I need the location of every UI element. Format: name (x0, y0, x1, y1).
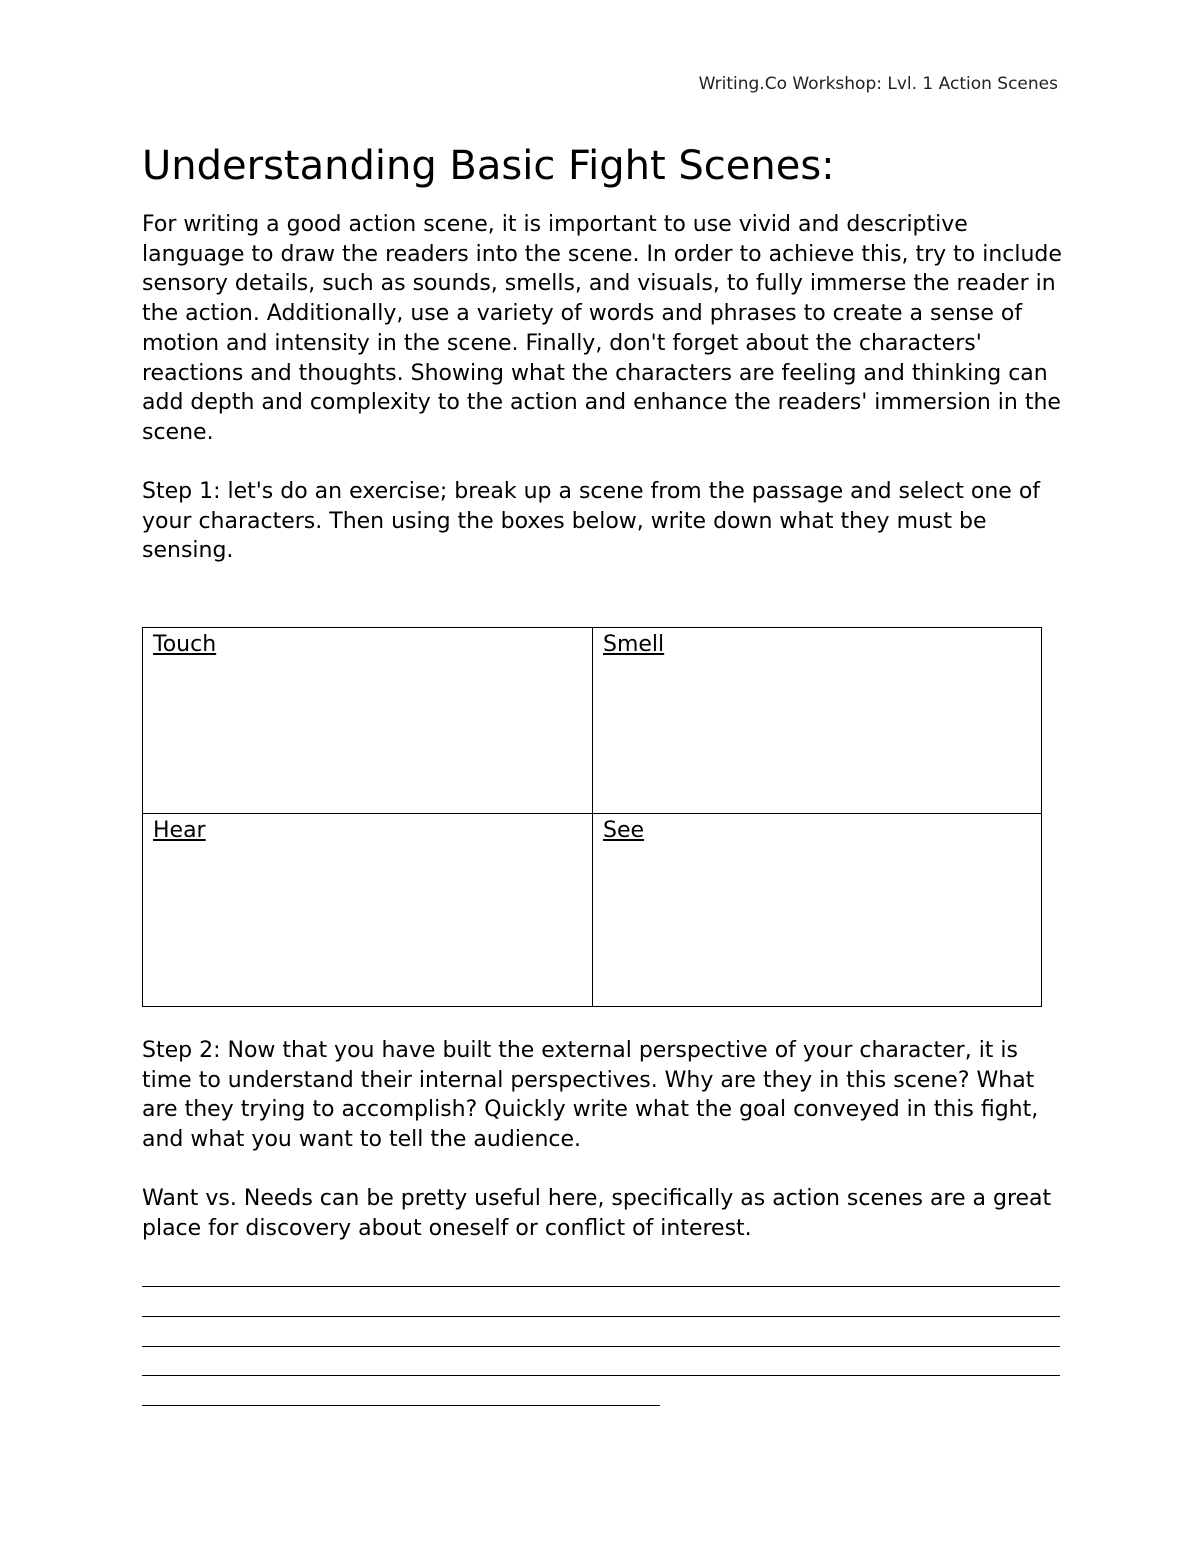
hear-box[interactable] (143, 814, 593, 1007)
intro-paragraph: For writing a good action scene, it is important to use vivid and descriptive language to draw the readers into the scene. In order to achieve this, try to include sensory details, such as sounds, smells, and visuals, to fully immerse the reader in the action. Additionally, use a variety of words and phrases to create a sense of motion and intensity in the scene. Finally, don't forget about the characters' reactions and thoughts. Showing what the characters are feeling and thinking can add depth and complexity to the action and enhance the readers' immersion in the scene. (142, 212, 1062, 445)
touch-label: Touch (153, 632, 217, 657)
touch-box[interactable] (143, 628, 593, 814)
page-title: Understanding Basic Fight Scenes: (142, 143, 835, 189)
answer-line[interactable] (142, 1286, 1060, 1287)
answer-line[interactable] (142, 1346, 1060, 1347)
wants-vs-needs-paragraph: Want vs. Needs can be pretty useful here, specifically as action scenes are a great place for discovery about oneself or conflict of interest. (142, 1186, 1052, 1241)
see-box[interactable] (593, 814, 1042, 1007)
answer-line[interactable] (142, 1316, 1060, 1317)
hear-label: Hear (153, 818, 206, 843)
senses-table (142, 627, 1042, 1007)
smell-label: Smell (603, 632, 665, 657)
smell-box[interactable] (593, 628, 1042, 814)
answer-line[interactable] (142, 1405, 660, 1406)
step-1-instructions: Step 1: let's do an exercise; break up a scene from the passage and select one of your characters. Then using the boxes below, write down what they must be sensing. (142, 479, 1041, 564)
answer-line[interactable] (142, 1375, 1060, 1376)
running-header: Writing.Co Workshop: Lvl. 1 Action Scenes (698, 74, 1058, 94)
see-label: See (603, 818, 645, 843)
step-2-instructions: Step 2: Now that you have built the external perspective of your character, it is time to understand their internal perspectives. Why are they in this scene? What are they trying to accomplish? Quickly write what the goal conveyed in this fight, and what you want to tell the audience. (142, 1038, 1039, 1153)
